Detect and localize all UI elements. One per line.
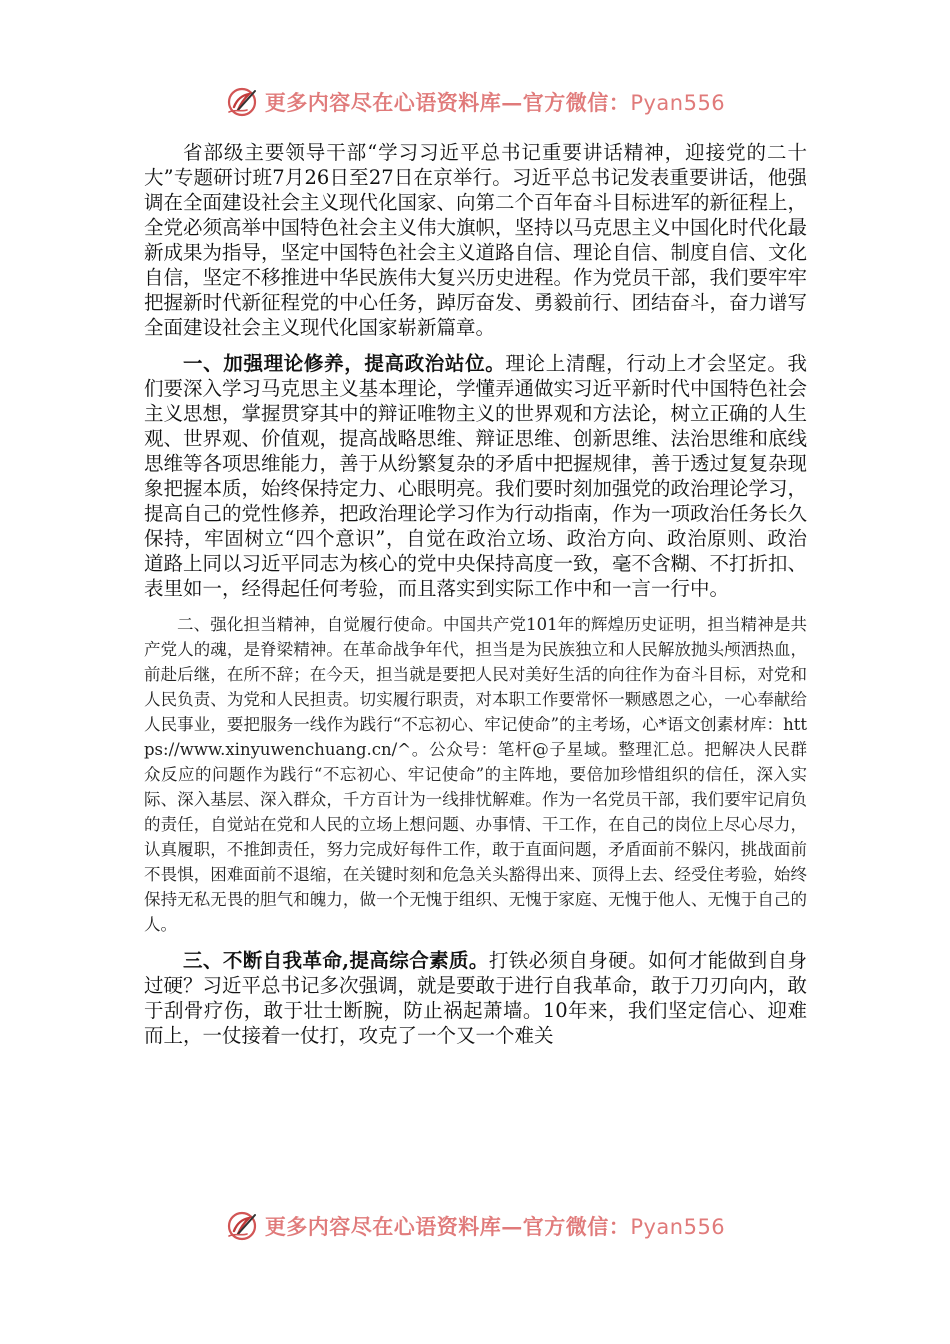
- article-body: [144, 140, 807, 1048]
- section-heading-1: 一、加强理论修养，提高政治站位。: [183, 352, 506, 375]
- paragraph-intro: 省部级主要领导干部“学习习近平总书记重要讲话精神，迎接党的二十大”专题研讨班7月26日至27日在京举行。习近平总书记发表重要讲话，他强调在全面建设社会主义现代化国家、向第二个百年奋斗目标进军的新征程上，全党必须高举中国特色社会主义伟大旗帜，坚持以马克思主义中国化时代化最新成果为指导，坚定中国特色社会主义道路自信、理论自信、制度自信、文化自信，坚定不移推进中华民族伟大复兴历史进程。作为党员干部，我们要牢牢把握新时代新征程党的中心任务，踔厉奋发、勇毅前行、团结奋斗，奋力谱写全面建设社会主义现代化国家崭新篇章。: [144, 141, 808, 339]
- paragraph-section-3: 三、不断自我革命,提高综合素质。打铁必须自身硬。如何才能做到自身过硬？习近平总书记多次强调，就是要敢于进行自我革命，敢于刀刃向内，敢于刮骨疗伤，敢于壮士断腕，防止祸起萧墙。10年来，我们坚定信心、迎难而上，一仗接着一仗打，攻克了一个又一个难关: [144, 949, 808, 1047]
- banner-text: 更多内容尽在心语资料库—官方微信：Pyan556: [264, 90, 726, 115]
- section-heading-3: 三、不断自我革命,提高综合素质。: [183, 949, 489, 972]
- footer-banner: [0, 1206, 950, 1246]
- header-banner: [0, 82, 950, 122]
- handwriting-logo-icon: [225, 85, 259, 119]
- banner-text: 更多内容尽在心语资料库—官方微信：Pyan556: [264, 1214, 726, 1239]
- paragraph-section-1: 一、加强理论修养，提高政治站位。理论上清醒，行动上才会坚定。我们要深入学习马克思主义基本理论，学懂弄通做实习近平新时代中国特色社会主义思想，掌握贯穿其中的辩证唯物主义的世界观和方法论，树立正确的人生观、世界观、价值观，提高战略思维、辩证思维、创新思维、法治思维和底线思维等各项思维能力，善于从纷繁复杂的矛盾中把握规律，善于透过复复杂现象把握本质，始终保持定力、心眼明亮。我们要时刻加强党的政治理论学习，提高自己的党性修养，把政治理论学习作为行动指南，作为一项政治任务长久保持，牢固树立“四个意识”，自觉在政治立场、政治方向、政治原则、政治道路上同以习近平同志为核心的党中央保持高度一致，毫不含糊、不打折扣、表里如一，经得起任何考验，而且落实到实际工作中和一言一行中。: [144, 352, 808, 600]
- paragraph-section-2: 二、强化担当精神，自觉履行使命。中国共产党101年的辉煌历史证明，担当精神是共产党人的魂，是脊梁精神。在革命战争年代，担当是为民族独立和人民解放抛头颅洒热血，前赴后继，在所不辞；在今天，担当就是要把人民对美好生活的向往作为奋斗目标，对党和人民负责、为党和人民担责。切实履行职责，对本职工作要常怀一颗感恩之心，一心奉献给人民事业，要把服务一线作为践行“不忘初心、牢记使命”的主考场，心*语文创素材库：https://www.xinyuwenchuang.cn/^。公众号：笔杆@子星域。整理汇总。把解决人民群众反应的问题作为践行“不忘初心、牢记使命”的主阵地，要倍加珍惜组织的信任，深入实际、深入基层、深入群众，千方百计为一线排忧解难。作为一名党员干部，我们要牢记肩负的责任，自觉站在党和人民的立场上想问题、办事情、干工作，在自己的岗位上尽心尽力，认真履职，不推卸责任，努力完成好每件工作，敢于直面问题，矛盾面前不躲闪，挑战面前不畏惧，困难面前不退缩，在关键时刻和危急关头豁得出来、顶得上去、经受住考验，始终保持无私无畏的胆气和魄力，做一个无愧于组织、无愧于家庭、无愧于他人、无愧于自己的人。: [144, 615, 807, 934]
- handwriting-logo-icon: [225, 1209, 259, 1243]
